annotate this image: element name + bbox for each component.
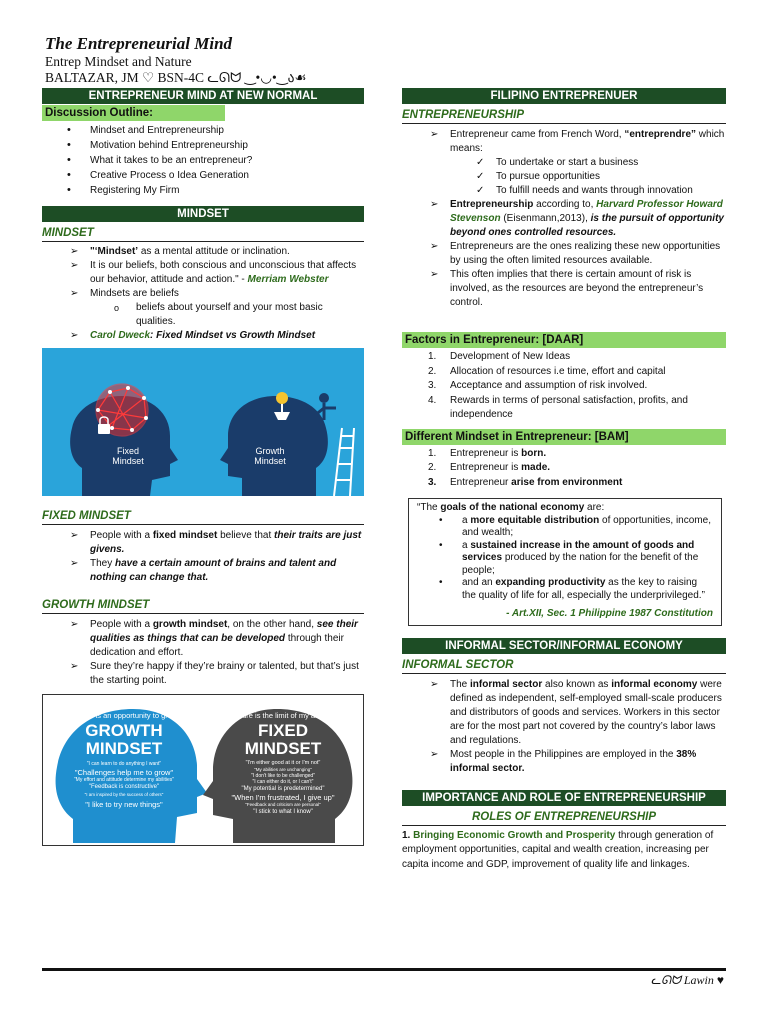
list-item: ➢ Mindsets are beliefs xyxy=(42,287,364,301)
list-item: • a more equitable distribution of opportunities, income, and wealth; xyxy=(417,515,713,540)
list-item: • Motivation behind Entrepreneurship xyxy=(42,138,364,153)
list-item: • Mindset and Entrepreneurship xyxy=(42,123,364,138)
list-item: 3. Acceptance and assumption of risk involved. xyxy=(428,380,648,391)
factors-label: Factors in Entrepreneur: [DAAR] xyxy=(402,332,726,348)
list-item: ➢ It is our beliefs, both conscious and unconscious that affects our behavior, attitude and action." - Merriam Webster xyxy=(42,259,364,287)
list-item: ✓ To pursue opportunities xyxy=(402,170,726,184)
mindset-heads-image xyxy=(42,348,364,496)
document-header xyxy=(45,34,307,86)
growth-mindset-heading: GROWTH MINDSET xyxy=(42,599,364,614)
fixed-mindset-head: "Failure is the limit of my abilities" FIXED MINDSET "I'm either good at it or I'm not" "My abilities are unchanging" "I don't like to be challenged" "I can either do it, or I can't" "My potential is predetermined" "When I'm frustrated, I give up" "Feedback and criticism are personal" "I stick to what I know" xyxy=(227,711,339,815)
entreprendre-meanings xyxy=(402,156,726,198)
informal-sector-heading: INFORMAL SECTOR xyxy=(402,659,726,674)
list-item: ➢ This often implies that there is certain amount of risk is involved, as the resources are beyond the entrepreneur’s control. xyxy=(402,268,726,310)
list-item: 2. Entrepreneur is made. xyxy=(428,462,551,473)
list-item: ➢ People with a growth mindset, on the other hand, see their qualities as things that can be developed through their dedication and effort. xyxy=(42,618,364,660)
list-item: ➢ People with a fixed mindset believe that their traits are just givens. xyxy=(42,529,364,557)
heads-illustration xyxy=(42,348,364,496)
list-item: ➢ Carol Dweck: Fixed Mindset vs Growth Mindset xyxy=(42,329,364,343)
section-bar-new-normal: ENTREPRENEUR MIND AT NEW NORMAL xyxy=(42,88,364,104)
list-item: • and an expanding productivity as the key to raising the quality of life for all, especially the underprivileged.” xyxy=(417,577,713,602)
left-column xyxy=(42,88,364,846)
dweck-line xyxy=(42,329,364,343)
quote-intro: “The goals of the national economy are: xyxy=(417,502,605,513)
growth-mindset-head: "Failure is an opportunity to grow" GROWTH MINDSET "I can learn to do anything I want" "Challenges help me to grow" "My effort and attitude determine my abilities" "Feedback is constructive" "I am inspired by the success of others" "I like to try new things" xyxy=(67,711,181,809)
footer-rule xyxy=(42,968,726,971)
list-item: 1. Entrepreneur is born. xyxy=(428,447,547,459)
list-item: o beliefs about yourself and your most basic qualities. xyxy=(42,301,364,329)
bam-list xyxy=(402,447,726,491)
list-item: • a sustained increase in the amount of goods and services produced by the nation for the benefit of the people; xyxy=(417,540,713,578)
growth-mindset-caption: Growth Mindset xyxy=(254,446,286,466)
list-item: ➢ Entrepreneurship according to, Harvard Professor Howard Stevenson (Eisenmann,2013), is the pursuit of opportunity beyond ones controlled resources. xyxy=(402,198,726,240)
list-item: • What it takes to be an entrepreneur? xyxy=(42,153,364,168)
list-item: ➢ Sure they’re happy if they’re brainy or talented, but that’s just the starting point. xyxy=(42,660,364,688)
constitution-quote-box xyxy=(408,498,722,626)
mindset-sublist xyxy=(42,301,364,329)
mindset-list xyxy=(42,245,364,301)
list-item: ➢ "‘Mindset’ as a mental attitude or inclination. xyxy=(42,245,364,259)
document-title: The Entrepreneurial Mind xyxy=(45,34,233,53)
list-item: 1. Development of New Ideas xyxy=(428,351,571,362)
entrepreneurship-heading: ENTREPRENEURSHIP xyxy=(402,109,726,124)
list-item: 4. Rewards in terms of personal satisfaction, profits, and independence xyxy=(428,394,688,420)
footer-signature: ᓚᘏᗢ Lawin ♥ xyxy=(650,973,724,987)
fixed-mindset-heading: FIXED MINDSET xyxy=(42,510,364,525)
growth-mindset-list xyxy=(42,618,364,688)
section-bar-importance: IMPORTANCE AND ROLE OF ENTREPRENEURSHIP xyxy=(402,790,726,806)
mindset-heading: MINDSET xyxy=(42,227,364,242)
entrepreneurship-list xyxy=(402,128,726,156)
list-item: ➢ Most people in the Philippines are employed in the 38% informal sector. xyxy=(402,748,726,776)
list-item: 3. Entrepreneur arise from environment xyxy=(428,476,623,488)
right-column xyxy=(402,88,726,872)
list-item: • Registering My Firm xyxy=(42,183,364,198)
fixed-mindset-list xyxy=(42,529,364,585)
list-item: ➢ The informal sector also known as informal economy were defined as independent, self-employed small-scale producers and distributors of goods and services. Workers in this sector are for the most part not covered by the country’s labor laws and regulations. xyxy=(402,678,726,748)
list-item: ✓ To undertake or start a business xyxy=(402,156,726,170)
informal-sector-list xyxy=(402,678,726,776)
list-item: ✓ To fulfill needs and wants through innovation xyxy=(402,184,726,198)
outline-list xyxy=(42,123,364,198)
list-item: • Creative Process o Idea Generation xyxy=(42,168,364,183)
document-subtitle: Entrep Mindset and Nature xyxy=(45,54,192,69)
fixed-mindset-caption: Fixed Mindset xyxy=(112,446,144,466)
quote-list xyxy=(417,515,713,603)
author-line: BALTAZAR, JM ♡ BSN-4C ᓚᘏᗢ ‿•◡•‿ა☙ xyxy=(45,70,307,85)
list-item: ➢ Entrepreneur came from French Word, “entreprendre” which means: xyxy=(402,128,726,156)
entrepreneurship-list-2 xyxy=(402,198,726,310)
list-item: 2. Allocation of resources i.e time, effort and capital xyxy=(428,365,666,377)
bam-label: Different Mindset in Entrepreneur: [BAM] xyxy=(402,429,726,445)
factors-list xyxy=(402,350,726,423)
section-bar-informal-sector: INFORMAL SECTOR/INFORMAL ECONOMY xyxy=(402,638,726,654)
growth-vs-fixed-image xyxy=(42,694,364,846)
roles-paragraph: 1. Bringing Economic Growth and Prosperity through generation of employment opportunities, capital and wealth creation, increasing per capita income and GDP, improvement of quality life and linkages. xyxy=(402,829,714,870)
list-item: ➢ Entrepreneurs are the ones realizing these new opportunities by using the often limited resources available. xyxy=(402,240,726,268)
section-bar-mindset: MINDSET xyxy=(42,206,364,222)
quote-source: - Art.XII, Sec. 1 Philippine 1987 Constitution xyxy=(506,608,713,619)
list-item: ➢ They have a certain amount of brains and talent and nothing can change that. xyxy=(42,557,364,585)
roles-heading: ROLES OF ENTREPRENEURSHIP xyxy=(402,811,726,826)
section-bar-filipino-entrepreneur: FILIPINO ENTREPRENUER xyxy=(402,88,726,104)
discussion-outline-label: Discussion Outline: xyxy=(42,105,225,121)
